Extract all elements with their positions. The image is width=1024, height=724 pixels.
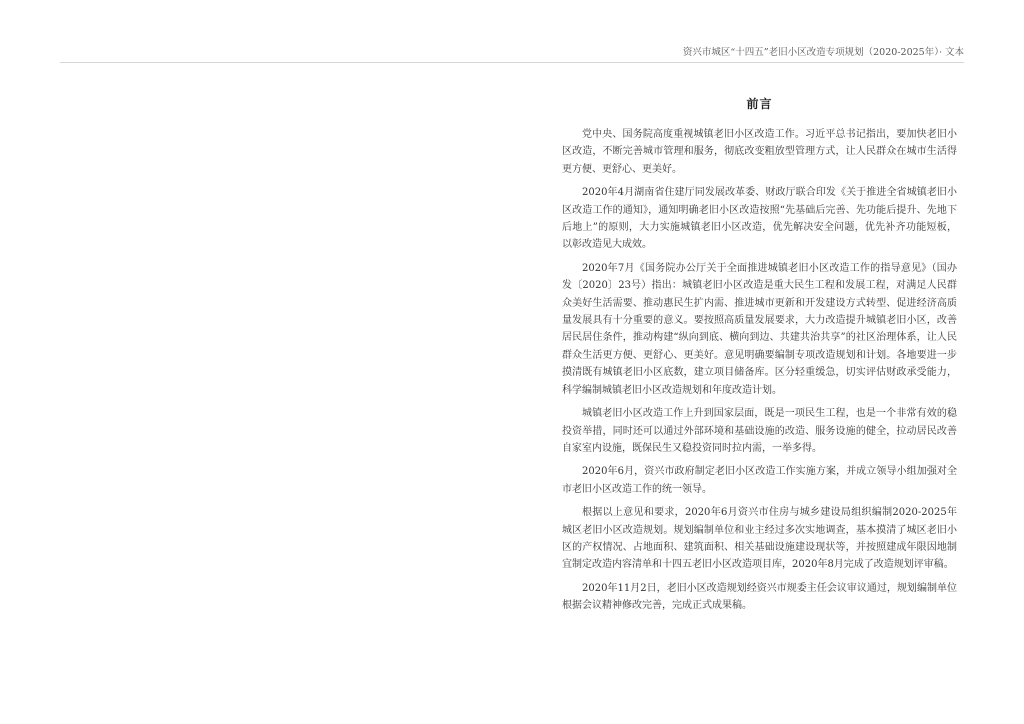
paragraph: 2020年7月《国务院办公厅关于全面推进城镇老旧小区改造工作的指导意见》（国办发〔2020〕23号）指出：城镇老旧小区改造是重大民生工程和发展工程，对满足人民群众美好生活需要、推动惠民生扩内需、推进城市更新和开发建设方式转型、促进经济高质量发展具有十分重要的意义。要按照高质量发展要求，大力改造提升城镇老旧小区，改善居民居住条件，推动构建“纵向到底、横向到边、共建共治共享”的社区治理体系，让人民群众生活更方便、更舒心、更美好。意见明确要编制专项改造规划和计划。各地要进一步摸清既有城镇老旧小区底数，建立项目储备库。区分轻重缓急，切实评估财政承受能力，科学编制城镇老旧小区改造规划和年度改造计划。 — [562, 262, 957, 396]
running-header-text: 资兴市城区“十四五”老旧小区改造专项规划（2020-2025年）· 文本 — [682, 47, 964, 58]
document-body — [562, 95, 957, 621]
paragraph: 根据以上意见和要求，2020年6月资兴市住房与城乡建设局组织编制2020-2025年城区老旧小区改造规划。规划编制单位和业主经过多次实地调查，基本摸清了城区老旧小区的产权情况、占地面积、建筑面积、相关基础设施建设现状等，并按照建成年限因地制宜制定改造内容清单和十四五老旧小区改造项目库，2020年8月完成了改造规划评审稿。 — [562, 507, 957, 571]
paragraph: 2020年6月，资兴市政府制定老旧小区改造工作实施方案，并成立领导小组加强对全市老旧小区改造工作的统一领导。 — [562, 466, 957, 495]
page-header — [60, 40, 964, 63]
paragraph: 党中央、国务院高度重视城镇老旧小区改造工作。习近平总书记指出，要加快老旧小区改造，不断完善城市管理和服务，彻底改变粗放型管理方式，让人民群众在城市生活得更方便、更舒心、更美好。 — [562, 129, 957, 175]
paragraph: 2020年11月2日，老旧小区改造规划经资兴市规委主任会议审议通过，规划编制单位根据会议精神修改完善，完成正式成果稿。 — [562, 582, 957, 612]
section-title: 前言 — [746, 97, 773, 111]
paragraph: 2020年4月湖南省住建厅同发展改革委、财政厅联合印发《关于推进全省城镇老旧小区改造工作的通知》，通知明确老旧小区改造按照“先基础后完善、先功能后提升、先地下后地上”的原则，大力实施城镇老旧小区改造，优先解决安全问题，优先补齐功能短板，以彰改造见大成效。 — [562, 187, 957, 251]
paragraph: 城镇老旧小区改造工作上升到国家层面，既是一项民生工程，也是一个非常有效的稳投资举措，同时还可以通过外部环境和基础设施的改造、服务设施的健全，拉动居民改善自家室内设施，既保民生又稳投资同时拉内需，一举多得。 — [562, 408, 957, 454]
